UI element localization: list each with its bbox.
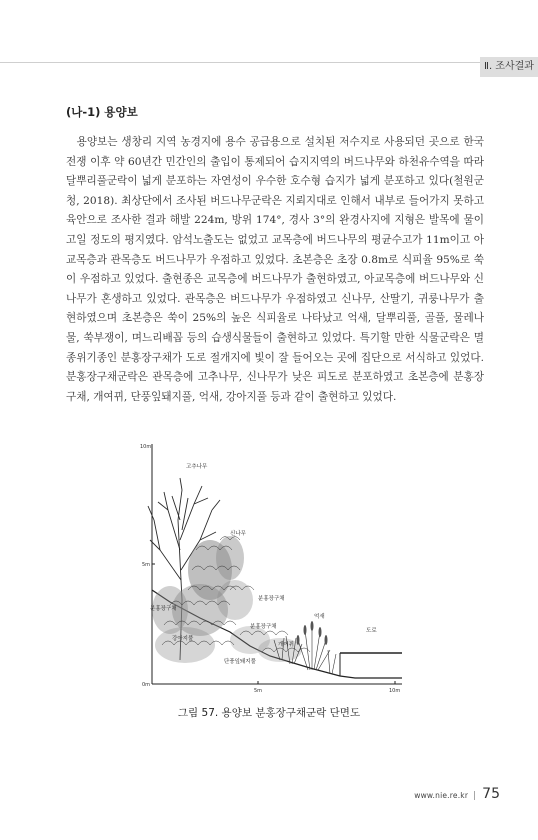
profile-svg <box>140 440 410 692</box>
y-label-0m: 0m <box>142 682 151 688</box>
y-label-5m: 5m <box>142 562 151 568</box>
label-gangaji: 강아지풀 <box>172 636 194 642</box>
label-bunhong-left: 분홍장구채 <box>150 606 177 612</box>
footer <box>414 783 500 802</box>
footer-separator: | <box>473 791 477 801</box>
label-danpung: 단풍잎돼지풀 <box>224 659 256 665</box>
footer-url: www.nie.re.kr <box>414 791 469 800</box>
chapter-tab: Ⅱ. 조사결과 <box>480 57 538 77</box>
label-eoksae: 억새 <box>314 614 325 620</box>
label-sin: 신나무 <box>230 531 246 537</box>
y-label-10m: 10m <box>140 444 152 450</box>
label-bunhong-top: 분홍장구채 <box>258 596 285 602</box>
body-paragraph: 용양보는 생창리 지역 농경지에 용수 공급용으로 설치된 저수지로 사용되던 곳으로 한국전쟁 이후 약 60년간 민간인의 출입이 통제되어 습지지역의 버드나무와 하천유수역을 따라 달뿌리풀군락이 넓게 분포하는 자연성이 우수한 호수형 습지가 넓게 분포하고 있다(철원군청, 2018). 최상단에서 조사된 버드나무군락은 지뢰지대로 인해서 내부로 들어가지 못하고 육안으로 조사한 결과 해발 224m, 방위 174°, 경사 3°의 완경사지에 지형은 발목에 물이 고일 정도의 평지였다. 암석노출도는 없었고 교목층에 버드나무의 평균수고가 11m이고 아교목층과 관목층도 버드나무가 우점하고 있었다. 초본층은 초장 0.8m로 식피율 95%로 쑥이 우점하고 있었다. 출현종은 교목층에 버드나무가 출현하였고, 아교목층에 버드나무와 신나무가 혼생하고 있었다. 관목층은 버드나무가 우점하였고 신나무, 산딸기, 귀룽나무가 출현하였으며 초본층은 쑥이 25%의 높은 식피율로 나타났고 억새, 달뿌리풀, 골풀, 물레나물, 쑥부쟁이, 며느리배꼽 등의 습생식물들이 출현하고 있었다. 특기할 만한 식물군락은 멸종위기종인 분홍장구채가 도로 절개지에 빛이 잘 들어오는 곳에 집단으로 서식하고 있었다. 분홍장구채군락은 관목층에 고추나무, 신나무가 낮은 피도로 분포하였고 초본층에 분홍장구채, 개여뀌, 단풍잎돼지풀, 억새, 강아지풀 등과 같이 출현하고 있었다. <box>66 136 484 403</box>
x-label-10m: 10m <box>389 688 401 692</box>
label-gaeyeokkwi: 개여뀌 <box>278 642 294 648</box>
label-gochu: 고추나무 <box>186 464 208 470</box>
header-rule <box>0 62 538 63</box>
label-bunhong-mid: 분홍장구채 <box>250 624 277 630</box>
x-label-5m: 5m <box>254 688 263 692</box>
section-title: (나-1) 용양보 <box>66 105 138 119</box>
profile-diagram <box>140 440 410 692</box>
figure-caption: 그림 57. 용양보 분홍장구채군락 단면도 <box>177 707 361 719</box>
label-doro: 도로 <box>366 628 377 634</box>
page-number: 75 <box>482 786 500 802</box>
